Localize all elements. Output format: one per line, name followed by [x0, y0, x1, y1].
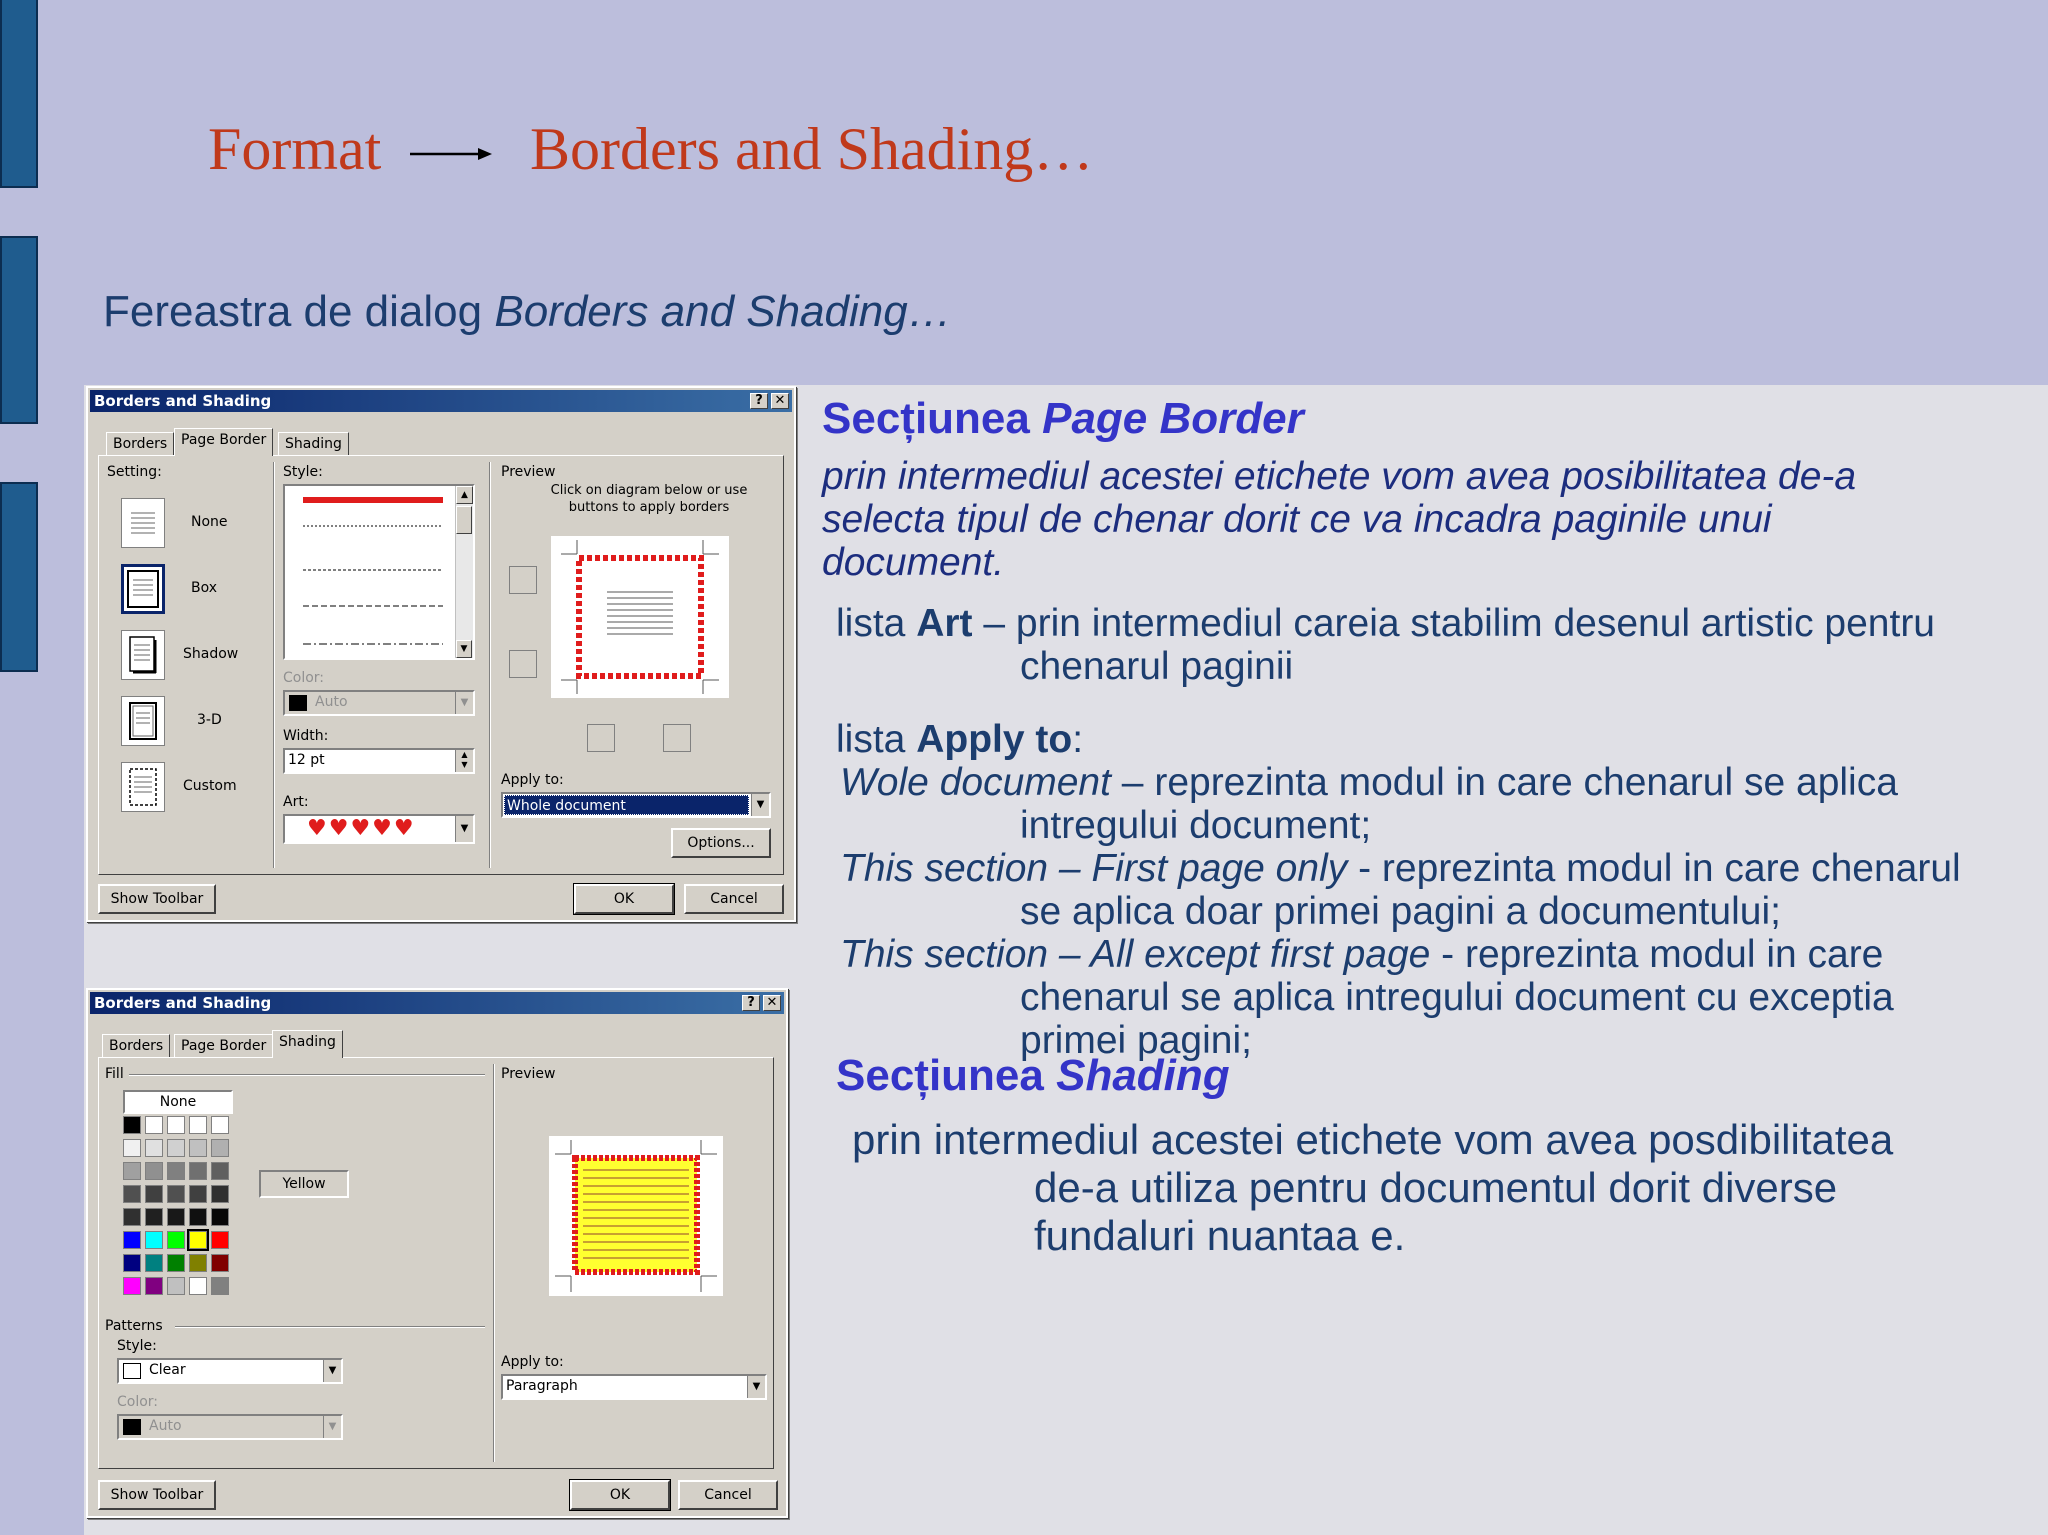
tab-page-border[interactable]: Page Border: [174, 1034, 273, 1058]
setting-none-label[interactable]: None: [191, 514, 228, 530]
dialog-titlebar: [90, 390, 792, 412]
borders-and-shading-dialog-page-border: [86, 386, 796, 922]
divider: [175, 1326, 485, 1328]
color-swatch[interactable]: [145, 1254, 163, 1272]
apply-to-label: Apply to:: [501, 1354, 564, 1370]
fill-none-button[interactable]: None: [123, 1090, 233, 1114]
left-edge-tab: [0, 482, 38, 672]
color-swatch[interactable]: [167, 1185, 185, 1203]
apply-to-dropdown[interactable]: [501, 1374, 767, 1400]
section-shading-desc-line: fundaluri nuantaa e.: [1034, 1212, 1406, 1259]
color-swatch[interactable]: [189, 1254, 207, 1272]
first-page-description-cont: se aplica doar primei pagini a documentului;: [1020, 890, 1781, 933]
shading-preview: [549, 1136, 723, 1296]
setting-3d-label[interactable]: 3-D: [197, 712, 222, 728]
close-button[interactable]: ✕: [763, 995, 781, 1011]
color-swatch[interactable]: [167, 1231, 185, 1249]
tab-shading[interactable]: Shading: [278, 432, 349, 456]
except-first-description-cont: primei pagini;: [1020, 1019, 1252, 1062]
color-swatch[interactable]: [189, 1277, 207, 1295]
preview-page[interactable]: [551, 536, 729, 698]
chevron-down-icon[interactable]: ▼: [751, 794, 769, 816]
color-swatch[interactable]: [123, 1208, 141, 1226]
patterns-label: Patterns: [105, 1318, 163, 1334]
pattern-style-dropdown[interactable]: [117, 1358, 343, 1384]
section-page-border-title: Secțiunea Page Border: [822, 394, 1304, 443]
width-value: 12 pt: [288, 752, 325, 768]
color-swatch[interactable]: [123, 1254, 141, 1272]
arrow-right-icon: [410, 144, 492, 164]
chevron-down-icon[interactable]: ▼: [455, 816, 473, 842]
style-label: Style:: [117, 1338, 157, 1354]
left-border-button-icon[interactable]: [587, 724, 615, 752]
section-shading-desc-line: de-a utiliza pentru documentul dorit diverse: [1034, 1164, 1838, 1211]
left-edge-tab: [0, 0, 38, 188]
cancel-button[interactable]: Cancel: [678, 1480, 778, 1510]
divider: [489, 462, 491, 868]
color-swatch[interactable]: [189, 1208, 207, 1226]
color-swatch[interactable]: [123, 1277, 141, 1295]
setting-box-icon[interactable]: [121, 564, 165, 614]
help-button[interactable]: ?: [750, 393, 768, 409]
style-label: Style:: [283, 464, 323, 480]
except-first-description-cont: chenarul se aplica intregului document cu exceptia: [1020, 976, 1894, 1019]
color-swatch[interactable]: [145, 1116, 163, 1134]
style-list-scrollbar[interactable]: [455, 486, 473, 658]
color-swatch[interactable]: [189, 1116, 207, 1134]
chevron-down-icon[interactable]: ▼: [323, 1416, 341, 1438]
top-border-button-icon[interactable]: [509, 566, 537, 594]
color-swatch[interactable]: [123, 1185, 141, 1203]
art-list-description: lista Art – prin intermediul careia stabilim desenul artistic pentru: [836, 602, 1935, 645]
whole-document-description-cont: intregului document;: [1020, 804, 1372, 847]
color-swatch[interactable]: [211, 1254, 229, 1272]
section-shading-desc-line: prin intermediul acestei etichete vom avea posdibilitatea: [852, 1116, 1894, 1163]
setting-none-icon[interactable]: [121, 498, 165, 548]
color-swatch[interactable]: [145, 1185, 163, 1203]
apply-to-value: Whole document: [504, 795, 749, 815]
color-dropdown[interactable]: [283, 690, 475, 716]
tab-page-border[interactable]: Page Border: [174, 428, 273, 456]
color-swatch[interactable]: [211, 1231, 229, 1249]
show-toolbar-button[interactable]: Show Toolbar: [98, 884, 216, 914]
dialog-title: Borders and Shading: [94, 994, 272, 1012]
color-label: Color:: [283, 670, 325, 686]
slide-subtitle: Fereastra de dialog Borders and Shading…: [103, 287, 952, 336]
preview-hint: Click on diagram below or use buttons to apply borders: [550, 483, 748, 515]
tab-shading[interactable]: Shading: [272, 1030, 343, 1058]
fill-label: Fill: [105, 1066, 124, 1082]
color-swatch[interactable]: [123, 1162, 141, 1180]
chevron-down-icon[interactable]: ▼: [747, 1376, 765, 1398]
right-border-button-icon[interactable]: [663, 724, 691, 752]
ok-button[interactable]: OK: [570, 1480, 670, 1510]
width-label: Width:: [283, 728, 329, 744]
slide-title-left: Format: [208, 116, 382, 182]
cancel-button[interactable]: Cancel: [684, 884, 784, 914]
art-value: ♥♥♥♥♥: [307, 816, 416, 841]
color-swatch[interactable]: [189, 1231, 207, 1249]
tab-borders[interactable]: Borders: [102, 1034, 170, 1058]
divider: [493, 1064, 495, 1462]
apply-to-dropdown[interactable]: [501, 792, 771, 818]
section-page-border-desc-line: prin intermediul acestei etichete vom avea posibilitatea de-a: [822, 455, 1857, 498]
width-input[interactable]: [283, 748, 475, 774]
fill-selected-value: Yellow: [259, 1170, 349, 1198]
pattern-swatch: [123, 1363, 141, 1379]
color-swatch[interactable]: [167, 1116, 185, 1134]
art-list-description-cont: chenarul paginii: [1020, 645, 1294, 688]
color-swatch[interactable]: [145, 1162, 163, 1180]
setting-custom-icon[interactable]: [121, 762, 165, 812]
setting-label: Setting:: [107, 464, 162, 480]
scroll-up-icon[interactable]: ▲: [456, 486, 473, 504]
close-button[interactable]: ✕: [771, 393, 789, 409]
dialog-titlebar: [90, 992, 784, 1014]
color-swatch[interactable]: [189, 1162, 207, 1180]
first-page-description: This section – First page only - reprezinta modul in care chenarul: [840, 847, 1961, 890]
except-first-description: This section – All except first page - reprezinta modul in care: [840, 933, 1884, 976]
preview-label: Preview: [501, 1066, 556, 1082]
apply-to-list-title: lista Apply to:: [836, 718, 1084, 761]
show-toolbar-button[interactable]: Show Toolbar: [98, 1480, 216, 1510]
section-page-border-desc-line: selecta tipul de chenar dorit ce va incadra paginile unui: [822, 498, 1772, 541]
color-swatch[interactable]: [211, 1185, 229, 1203]
pattern-style-value: Clear: [149, 1362, 186, 1378]
setting-shadow-icon[interactable]: [121, 630, 165, 680]
preview-label: Preview: [501, 464, 556, 480]
color-swatch[interactable]: [145, 1231, 163, 1249]
chevron-down-icon[interactable]: ▼: [455, 692, 473, 714]
color-value: Auto: [315, 694, 348, 710]
color-swatch[interactable]: [145, 1208, 163, 1226]
scroll-down-icon[interactable]: ▼: [456, 640, 472, 658]
whole-document-description: Wole document – reprezinta modul in care chenarul se aplica: [840, 761, 1898, 804]
borders-and-shading-dialog-shading: [86, 988, 788, 1518]
bottom-border-button-icon[interactable]: [509, 650, 537, 678]
color-swatch[interactable]: [123, 1139, 141, 1157]
color-swatch[interactable]: [167, 1139, 185, 1157]
setting-custom-label[interactable]: Custom: [183, 778, 237, 794]
chevron-down-icon[interactable]: ▼: [323, 1360, 341, 1382]
color-swatch[interactable]: [167, 1208, 185, 1226]
slide-title-right: Borders and Shading…: [530, 116, 1094, 182]
color-swatch: [123, 1419, 141, 1435]
color-swatch[interactable]: [211, 1277, 229, 1295]
scroll-thumb[interactable]: [456, 506, 472, 534]
dialog-title: Borders and Shading: [94, 392, 272, 410]
color-swatch[interactable]: [145, 1139, 163, 1157]
color-swatch[interactable]: [189, 1139, 207, 1157]
color-swatch[interactable]: [123, 1116, 141, 1134]
art-dropdown[interactable]: [283, 814, 475, 844]
color-swatch[interactable]: [211, 1208, 229, 1226]
pattern-color-dropdown[interactable]: [117, 1414, 343, 1440]
color-swatch[interactable]: [189, 1185, 207, 1203]
setting-box-label[interactable]: Box: [191, 580, 218, 596]
color-palette[interactable]: [123, 1116, 235, 1306]
color-swatch[interactable]: [211, 1116, 229, 1134]
left-edge-tab: [0, 236, 38, 424]
options-button[interactable]: Options...: [671, 828, 771, 858]
color-swatch[interactable]: [167, 1254, 185, 1272]
color-swatch[interactable]: [211, 1162, 229, 1180]
tab-borders[interactable]: Borders: [106, 432, 174, 456]
color-swatch[interactable]: [167, 1277, 185, 1295]
width-spinner-icon[interactable]: ▲ ▼: [455, 750, 473, 772]
art-label: Art:: [283, 794, 309, 810]
color-swatch[interactable]: [123, 1231, 141, 1249]
color-swatch[interactable]: [167, 1162, 185, 1180]
apply-to-value: Paragraph: [506, 1378, 578, 1394]
pattern-color-value: Auto: [149, 1418, 182, 1434]
setting-3d-icon[interactable]: [121, 696, 165, 746]
color-swatch[interactable]: [145, 1277, 163, 1295]
shading-panel: [98, 1057, 774, 1469]
apply-to-label: Apply to:: [501, 772, 564, 788]
color-swatch: [289, 695, 307, 711]
color-label: Color:: [117, 1394, 159, 1410]
section-shading-title: Secțiunea Shading: [836, 1051, 1230, 1100]
page-border-panel: [98, 455, 784, 875]
help-button[interactable]: ?: [742, 995, 760, 1011]
style-list[interactable]: [283, 484, 475, 660]
divider: [129, 1074, 485, 1076]
ok-button[interactable]: OK: [574, 884, 674, 914]
setting-shadow-label[interactable]: Shadow: [183, 646, 239, 662]
divider: [273, 462, 275, 868]
section-page-border-desc-line: document.: [822, 541, 1005, 584]
color-swatch[interactable]: [211, 1139, 229, 1157]
